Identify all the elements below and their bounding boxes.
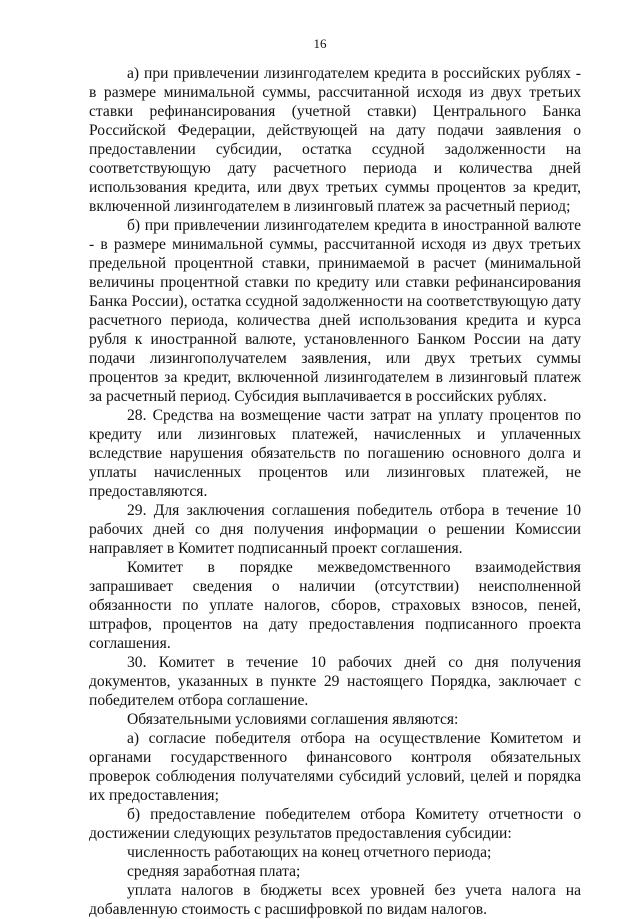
paragraph-mandatory-conditions: Обязательными условиями соглашения являются: (127, 711, 459, 728)
paragraph-item-b-foreign-currency: б) при привлечении лизингодателем кредита в иностранной валюте - в размере минимальной суммы, рассчитанной исходя из двух третьих предельной процентной ставки, принимаемой в расчет (минимальной величины процентной ставки по кредиту или ставки рефинансирования Банка России), остатка ссудной задолженности на соответствующую дату расчетного периода, количества дней использования кредита и курса рубля к иностранной валюте, установленного Банком России на дату подачи лизингополучателем заявления, или двух третьих суммы процентов за кредит, включенной лизингодателем в лизинговый платеж за расчетный период. Субсидия выплачивается в российских рублях. (89, 217, 581, 405)
paragraph-clause-29: 29. Для заключения соглашения победитель отбора в течение 10 рабочих дней со дня получения информации о решении Комиссии направляет в Комитет подписанный проект соглашения. (89, 502, 581, 557)
paragraph-item-a-rubles: а) при привлечении лизингодателем кредита в российских рублях - в размере минимальной суммы, рассчитанной исходя из двух третьих ставки рефинансирования (учетной ставки) Центрального Банка Российской Федерации, действующей на дату подачи заявления о предоставлении субсидии, остатка ссудной задолженности на соответствующую дату расчетного периода и количества дней использования кредита, или двух третьих суммы процентов за кредит, включенной лизингодателем в лизинговый платеж за расчетный период; (89, 65, 581, 215)
paragraph-condition-b: б) предоставление победителем отбора Комитету отчетности о достижении следующих результатов предоставления субсидии: (89, 806, 581, 842)
paragraph-clause-28: 28. Средства на возмещение части затрат на уплату процентов по кредиту или лизинговых платежей, начисленных и уплаченных вследствие нарушения обязательств по погашению основного долга и уплаты начисленных процентов или лизинговых платежей, не предоставляются. (89, 407, 581, 500)
paragraph-result-taxes: уплата налогов в бюджеты всех уровней без учета налога на добавленную стоимость с расшифровкой по видам налогов. (89, 882, 581, 918)
page-number: 16 (313, 36, 327, 51)
paragraph-clause-30: 30. Комитет в течение 10 рабочих дней со дня получения документов, указанных в пункте 29 настоящего Порядка, заключает с победителем отбора соглашение. (89, 654, 581, 709)
paragraph-result-salary: средняя заработная плата; (127, 863, 301, 880)
document-body (89, 64, 581, 919)
paragraph-condition-a: а) согласие победителя отбора на осуществление Комитетом и органами государственного финансового контроля обязательных проверок соблюдения получателями субсидий условий, целей и порядка их предоставления; (89, 730, 581, 804)
paragraph-result-headcount: численность работающих на конец отчетного периода; (127, 844, 492, 861)
paragraph-committee-request: Комитет в порядке межведомственного взаимодействия запрашивает сведения о наличии (отсутствии) неисполненной обязанности по уплате налогов, сборов, страховых взносов, пеней, штрафов, процентов на дату предоставления подписанного проекта соглашения. (89, 559, 581, 652)
